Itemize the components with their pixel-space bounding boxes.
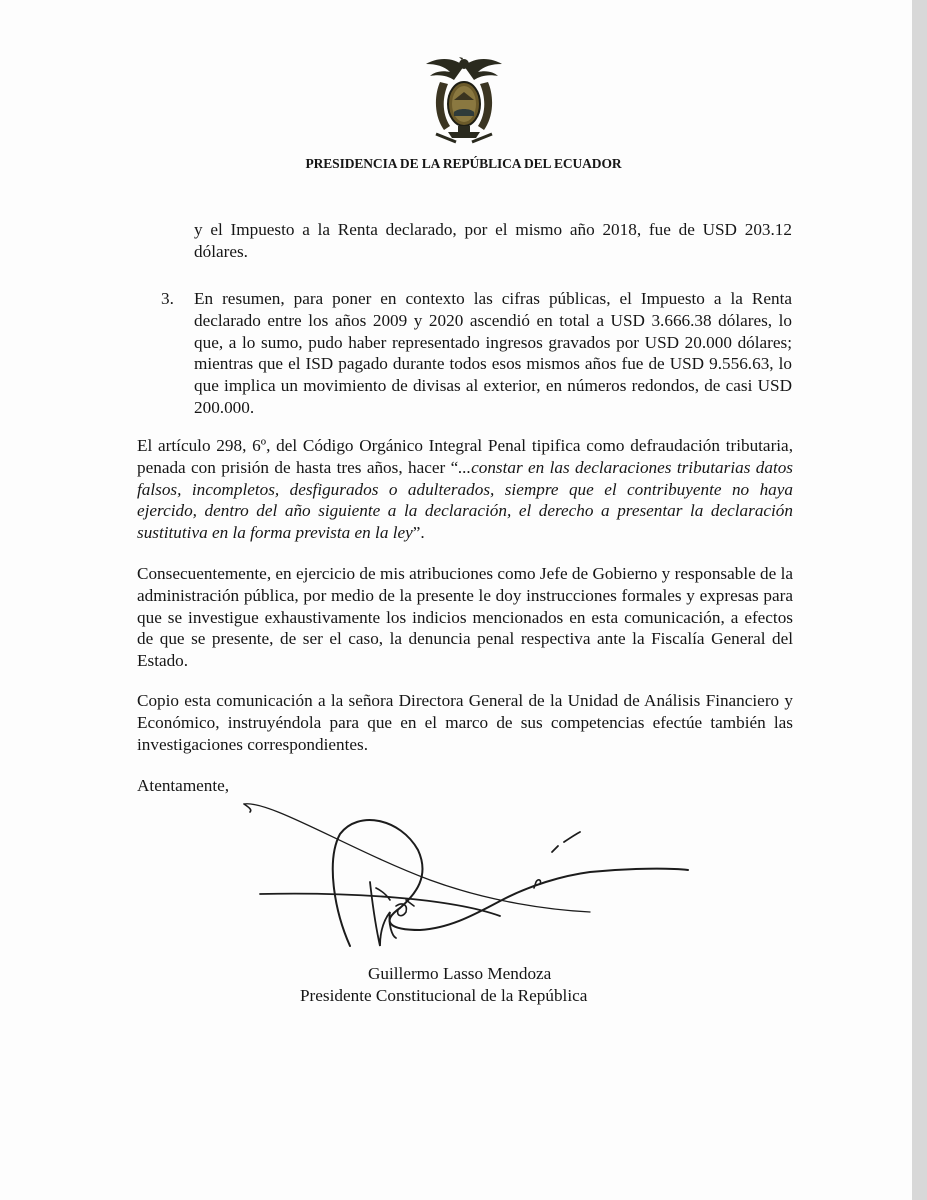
list-item-text: En resumen, para poner en contexto las cifras públicas, el Impuesto a la Renta declarado entre los años 2009 y 2020 ascendió en total a USD 3.666.38 dólares, lo que, a lo sumo, pudo haber representado ingresos gravados por USD 20.000 dólares; mientras que el ISD pagado durante todos esos mismos años fue de USD 9.556.63, lo que implica un movimiento de divisas al exterior, en números redondos, de casi USD 200.000. [194, 289, 792, 417]
letterhead-title: PRESIDENCIA DE LA REPÚBLICA DEL ECUADOR [305, 156, 622, 171]
coat-of-arms-icon [422, 52, 506, 144]
list-item-number: 3. [161, 289, 174, 308]
continuation-paragraph: y el Impuesto a la Renta declarado, por el mismo año 2018, fue de USD 203.12 dólares. [194, 220, 792, 261]
signer-name: Guillermo Lasso Mendoza [368, 964, 552, 983]
closing-salutation: Atentamente, [137, 776, 230, 795]
handwritten-signature [230, 790, 690, 960]
page-edge [912, 0, 927, 1200]
signer-title: Presidente Constitucional de la República [300, 986, 588, 1005]
article-quote: ...constar en las declaraciones tributarias datos falsos, incompletos, desfigurados o adulterados, siempre que el contribuyente no haya ejercido, dentro del año siguiente a la declaración, el derecho a presentar la declaración sustitutiva en la forma prevista en la ley [137, 457, 793, 543]
copy-paragraph: Copio esta comunicación a la señora Directora General de la Unidad de Análisis Financiero y Económico, instruyéndola para que en el marco de sus competencias efectúe también las investigaciones correspondientes. [137, 691, 793, 754]
article-paragraph [137, 435, 793, 544]
article-end: ”. [412, 523, 425, 543]
article-intro: El artículo 298, 6º, del Código Orgánico Integral Penal tipifica como defraudación tributaria, penada con prisión de hasta tres años, hacer “ [137, 436, 793, 477]
instruction-paragraph: Consecuentemente, en ejercicio de mis atribuciones como Jefe de Gobierno y responsable de la administración pública, por medio de la presente le doy instrucciones formales y expresas para que se investigue exhaustivamente los indicios mencionados en esta comunicación, a efectos de que se presente, de ser el caso, la denuncia penal respectiva ante la Fiscalía General del Estado. [137, 564, 793, 671]
signer-block [300, 963, 620, 1007]
